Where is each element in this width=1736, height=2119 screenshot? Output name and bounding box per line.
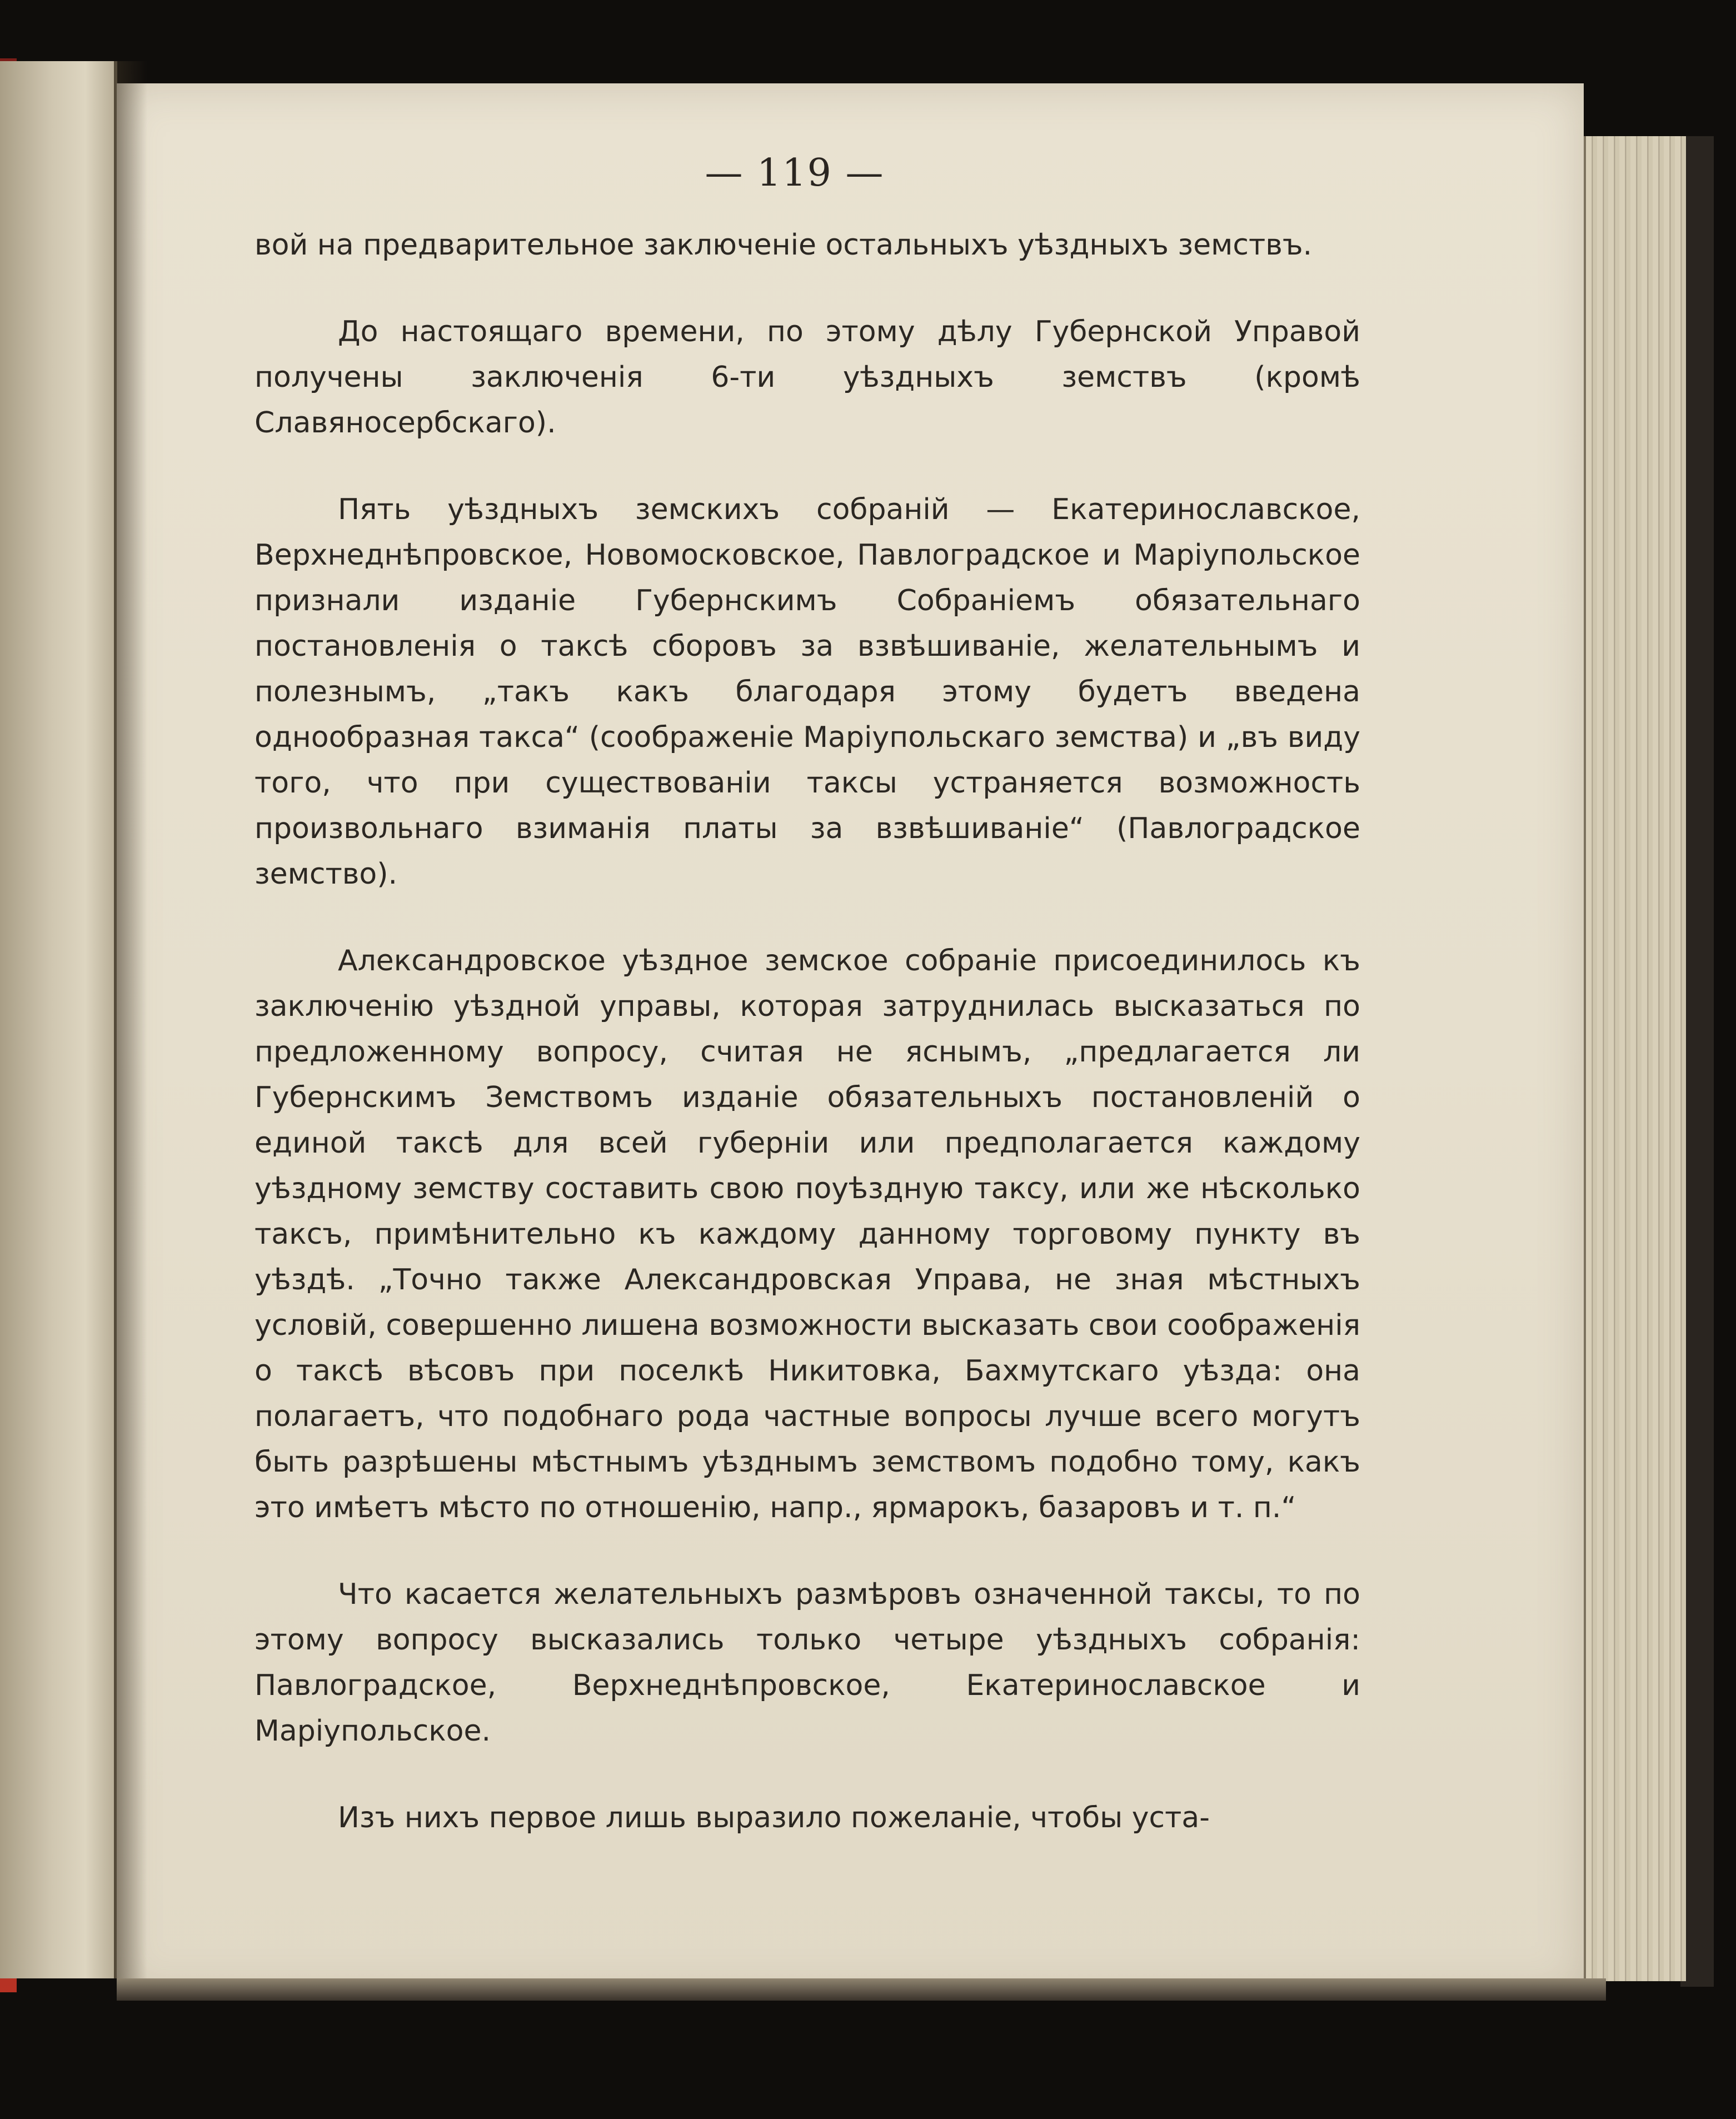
paragraph-2: До настоящаго времени, по этому дѣлу Губернской Управой получены заключенія 6-ти уѣздныхъ земствъ (кромѣ Славяносербскаго).: [255, 315, 1360, 440]
paragraph-4: Александровское уѣздное земское собраніе присоединилось къ заключенію уѣздной управы, которая затруднилась высказаться по предложенному вопросу, считая не яснымъ, „предлагается ли Губернскимъ Земствомъ изданіе обязательныхъ постановленій о единой таксѣ для всей губерніи или предполагается каждому уѣздному земству составить свою поуѣздную таксу, или же нѣсколько таксъ, примѣнительно къ каждому данному торговому пункту въ уѣздѣ. „Точно также Александровская Управа, не зная мѣстныхъ условій, совершенно лишена возможности высказать свои соображенія о таксѣ вѣсовъ при поселкѣ Никитовка, Бахмутскаго уѣзда: она полагаетъ, что подобнаго рода частные вопросы лучше всего могутъ быть разрѣшены мѣстнымъ уѣзднымъ земствомъ подобно тому, какъ это имѣетъ мѣсто по отношенію, напр., ярмарокъ, базаровъ и т. п.“: [255, 944, 1360, 1524]
facing-page-edge: [0, 61, 117, 1978]
paragraph-1: вой на предварительное заключеніе остальныхъ уѣздныхъ земствъ.: [255, 228, 1313, 262]
spine-shadow: [114, 61, 147, 1978]
page-bottom-edge: [117, 1978, 1606, 2001]
paragraph-3: Пять уѣздныхъ земскихъ собраній — Екатеринославское, Верхнеднѣпровское, Новомосковское, Павлоградское и Маріупольское признали изданіе Губернскимъ Собраніемъ обязательнаго постановленія о таксѣ сборовъ за взвѣшиваніе, желательнымъ и полезнымъ, „такъ какъ благодаря этому будетъ введена однообразная такса“ (соображеніе Маріупольскаго земства) и „въ виду того, что при существованіи таксы устраняется возможность произвольнаго взиманія платы за взвѣшиваніе“ (Павлоградское земство).: [255, 493, 1360, 891]
paragraph-5: Что касается желательныхъ размѣровъ означенной таксы, то по этому вопросу высказались только четыре уѣздныхъ собранія: Павлоградское, Верхнеднѣпровское, Екатеринославское и Маріупольское.: [255, 1578, 1360, 1748]
page-stack-edge: [1584, 136, 1686, 1981]
page-number: — 119 —: [705, 151, 885, 195]
body-text: [255, 222, 1360, 1841]
paragraph-6: Изъ нихъ первое лишь выразило пожеланіе, чтобы уста-: [338, 1801, 1210, 1834]
